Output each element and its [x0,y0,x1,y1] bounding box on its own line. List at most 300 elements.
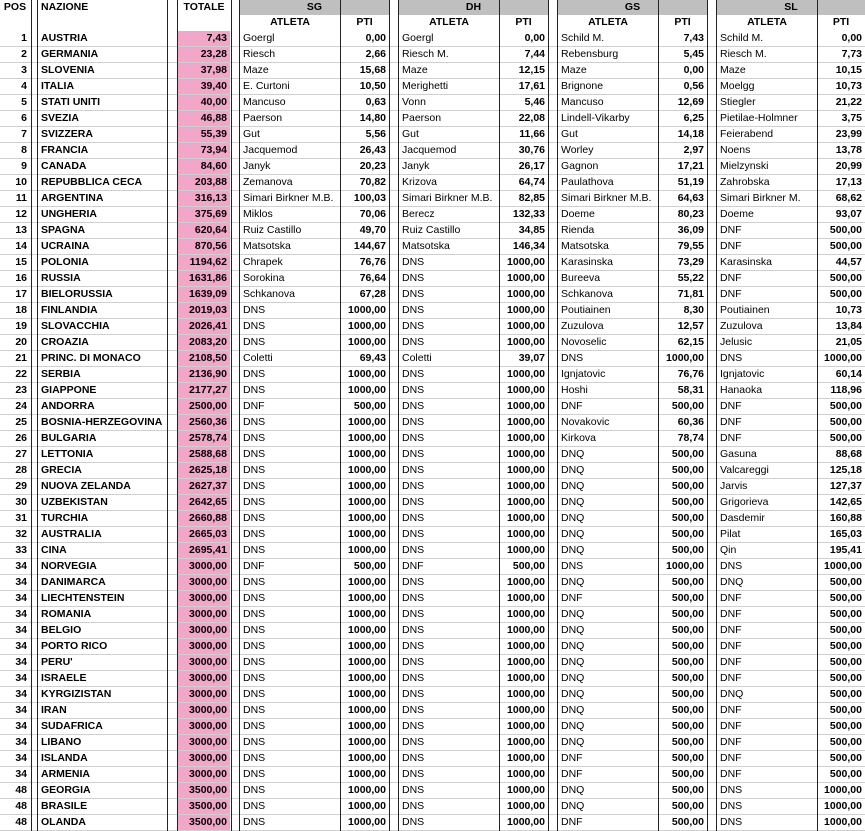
sg-athlete-cell: DNS [243,768,266,780]
sl-athlete-cell: DNF [720,432,742,444]
column-divider [37,0,38,831]
gs-athlete-cell: Hoshi [561,384,588,396]
total-cell: 3000,00 [178,687,230,703]
dh-athlete-cell: DNS [402,576,425,588]
gs-points-cell: 79,55 [677,240,704,252]
points-header: PTI [832,16,850,28]
total-cell: 39,40 [178,79,230,95]
gs-points-cell: 12,57 [677,320,704,332]
pos-cell: 20 [15,336,27,348]
nation-cell: SLOVENIA [41,64,95,76]
sg-points-cell: 1000,00 [348,384,386,396]
nation-cell: ARGENTINA [41,192,104,204]
sg-athlete-cell: DNS [243,320,266,332]
nation-cell: BULGARIA [41,432,97,444]
sl-athlete-cell: Ignjatovic [720,368,765,380]
pos-cell: 22 [15,368,27,380]
dh-points-cell: 1000,00 [507,432,545,444]
dh-points-cell: 1000,00 [507,336,545,348]
pos-cell: 9 [21,160,27,172]
column-divider [398,0,399,831]
sg-points-cell: 1000,00 [348,624,386,636]
pos-cell: 34 [15,720,27,732]
nation-cell: OLANDA [41,816,86,828]
pos-cell: 34 [15,672,27,684]
gs-athlete-cell: DNF [561,816,583,828]
sg-points-cell: 1000,00 [348,320,386,332]
sg-athlete-cell: DNS [243,624,266,636]
sl-athlete-cell: Pilat [720,528,741,540]
dh-athlete-cell: Paerson [402,112,442,124]
total-cell: 1194,62 [178,255,230,271]
nation-cell: ANDORRA [41,400,95,412]
sl-athlete-cell: DNF [720,240,742,252]
sl-points-cell: 500,00 [829,720,862,732]
gs-athlete-cell: DNS [561,560,584,572]
total-cell: 84,60 [178,159,230,175]
gs-points-cell: 8,30 [683,304,704,316]
total-cell: 40,00 [178,95,230,111]
sg-points-cell: 1000,00 [348,336,386,348]
dh-points-cell: 1000,00 [507,784,545,796]
points-header: PTI [356,16,373,28]
total-cell: 37,98 [178,63,230,79]
sg-athlete-cell: DNS [243,656,266,668]
sg-athlete-cell: Janyk [243,160,271,172]
gs-points-cell: 6,25 [683,112,704,124]
sg-athlete-cell: DNS [243,384,266,396]
dh-points-cell: 1000,00 [507,640,545,652]
total-cell: 3000,00 [178,719,230,735]
total-cell: 2108,50 [178,351,230,367]
sg-points-cell: 1000,00 [348,464,386,476]
dh-points-cell: 22,08 [518,112,545,124]
pos-cell: 34 [15,736,27,748]
dh-points-cell: 1000,00 [507,464,545,476]
gs-athlete-cell: DNQ [561,784,585,796]
gs-athlete-cell: Novakovic [561,416,610,428]
sl-points-cell: 127,37 [829,480,862,492]
sl-points-cell: 125,18 [829,464,862,476]
athlete-header: ATLETA [747,16,787,28]
sg-athlete-cell: DNS [243,704,266,716]
sg-points-cell: 1000,00 [348,816,386,828]
sg-athlete-cell: Jacquemod [243,144,298,156]
sg-athlete-cell: DNS [243,544,266,556]
sg-points-cell: 1000,00 [348,688,386,700]
sg-points-cell: 26,43 [359,144,386,156]
dh-athlete-cell: DNS [402,528,425,540]
gs-athlete-cell: Simari Birkner M.B. [561,192,652,204]
sl-athlete-cell: DNS [720,784,743,796]
sl-athlete-cell: Zuzulova [720,320,763,332]
nation-cell: ISLANDA [41,752,88,764]
total-cell: 2578,74 [178,431,230,447]
sl-points-cell: 60,14 [835,368,862,380]
column-divider [499,0,500,831]
sl-athlete-cell: DNF [720,400,742,412]
gs-athlete-cell: DNF [561,752,583,764]
total-cell: 2660,88 [178,511,230,527]
pos-cell: 13 [15,224,27,236]
gs-athlete-cell: Lindell-Vikarby [561,112,630,124]
nation-cell: LIECHTENSTEIN [41,592,125,604]
pos-cell: 34 [15,704,27,716]
gs-athlete-cell: DNF [561,768,583,780]
gs-points-cell: 500,00 [671,656,704,668]
dh-athlete-cell: DNS [402,432,425,444]
sl-athlete-cell: Dasdemir [720,512,765,524]
dh-points-cell: 1000,00 [507,448,545,460]
total-cell: 2019,03 [178,303,230,319]
pos-cell: 11 [15,192,27,204]
sl-athlete-cell: DNF [720,224,742,236]
pos-cell: 16 [15,272,27,284]
sl-athlete-cell: Noens [720,144,751,156]
sg-athlete-cell: DNS [243,640,266,652]
gs-athlete-cell: Karasinska [561,256,613,268]
sl-points-cell: 118,96 [830,384,862,396]
sg-points-cell: 1000,00 [348,656,386,668]
sg-athlete-cell: DNS [243,528,266,540]
sl-athlete-cell: Karasinska [720,256,772,268]
sl-points-cell: 500,00 [829,608,862,620]
gs-athlete-cell: DNF [561,592,583,604]
sl-athlete-cell: Qin [720,544,737,556]
sl-points-cell: 0,00 [841,32,862,44]
pos-cell: 12 [15,208,27,220]
gs-points-cell: 500,00 [671,784,704,796]
sg-athlete-cell: Sorokina [243,272,285,284]
sl-athlete-cell: Mielzynski [720,160,769,172]
column-divider [716,0,717,831]
gs-athlete-cell: DNQ [561,528,585,540]
total-cell: 2136,90 [178,367,230,383]
pos-cell: 2 [21,48,27,60]
nation-cell: BOSNIA-HERZEGOVINA [41,416,163,428]
total-cell: 3000,00 [178,607,230,623]
dh-athlete-cell: DNF [402,560,424,572]
nation-cell: GEORGIA [41,784,91,796]
pos-cell: 34 [15,640,27,652]
nation-cell: CROAZIA [41,336,89,348]
dh-points-cell: 1000,00 [507,704,545,716]
gs-points-cell: 14,18 [677,128,704,140]
nation-cell: UZBEKISTAN [41,496,108,508]
sl-athlete-cell: DNF [720,704,742,716]
dh-athlete-cell: DNS [402,368,425,380]
sl-athlete-cell: Jarvis [720,480,748,492]
sg-athlete-cell: Goergl [243,32,275,44]
sg-points-cell: 0,63 [365,96,386,108]
nation-cell: RUSSIA [41,272,81,284]
sg-points-cell: 14,80 [359,112,386,124]
gs-athlete-cell: Zuzulova [561,320,604,332]
dh-points-cell: 1000,00 [507,672,545,684]
sg-points-cell: 144,67 [353,240,386,252]
sl-points-cell: 13,78 [835,144,862,156]
dh-athlete-cell: DNS [402,512,425,524]
pos-cell: 30 [15,496,27,508]
total-cell: 375,69 [178,207,230,223]
total-cell: 1639,09 [178,287,230,303]
column-divider [231,0,232,831]
sg-points-cell: 100,03 [353,192,386,204]
dh-athlete-cell: Matsotska [402,240,450,252]
nation-cell: ISRAELE [41,672,87,684]
dh-points-cell: 1000,00 [507,272,545,284]
nation-cell: SERBIA [41,368,81,380]
sg-athlete-cell: DNF [243,560,265,572]
dh-athlete-cell: DNS [402,496,425,508]
sg-points-cell: 1000,00 [348,544,386,556]
dh-athlete-cell: Coletti [402,352,432,364]
pos-cell: 4 [21,80,27,92]
dh-athlete-cell: DNS [402,272,425,284]
total-cell: 3000,00 [178,591,230,607]
dh-athlete-cell: Berecz [402,208,435,220]
points-header: PTI [674,16,691,28]
dh-athlete-cell: DNS [402,704,425,716]
dh-athlete-cell: Vonn [402,96,426,108]
section-title-gs: GS [558,0,707,15]
total-cell: 3500,00 [178,799,230,815]
dh-athlete-cell: DNS [402,624,425,636]
dh-athlete-cell: DNS [402,688,425,700]
total-cell: 2695,41 [178,543,230,559]
dh-points-cell: 1000,00 [507,528,545,540]
dh-athlete-cell: Janyk [402,160,430,172]
sl-athlete-cell: Gasuna [720,448,757,460]
gs-points-cell: 500,00 [671,736,704,748]
total-cell: 2642,65 [178,495,230,511]
column-divider [817,0,818,831]
sg-points-cell: 76,76 [359,256,386,268]
dh-points-cell: 1000,00 [507,720,545,732]
dh-athlete-cell: DNS [402,768,425,780]
nation-cell: GIAPPONE [41,384,97,396]
nation-cell: LETTONIA [41,448,94,460]
sg-athlete-cell: Mancuso [243,96,286,108]
sg-points-cell: 1000,00 [348,784,386,796]
sl-athlete-cell: DNF [720,608,742,620]
sl-athlete-cell: Feierabend [720,128,774,140]
nation-cell: SLOVACCHIA [41,320,110,332]
dh-points-cell: 1000,00 [507,544,545,556]
sg-points-cell: 10,50 [359,80,386,92]
sl-points-cell: 500,00 [829,272,862,284]
nation-cell: ITALIA [41,80,75,92]
gs-athlete-cell: DNQ [561,624,585,636]
gs-points-cell: 0,00 [683,64,704,76]
dh-athlete-cell: DNS [402,320,425,332]
nation-cell: STATI UNITI [41,96,101,108]
sl-points-cell: 500,00 [829,752,862,764]
nation-cell: CINA [41,544,67,556]
nation-cell: POLONIA [41,256,89,268]
sl-athlete-cell: Pietilae-Holmner [720,112,798,124]
sg-athlete-cell: DNS [243,752,266,764]
gs-athlete-cell: DNQ [561,720,585,732]
pos-cell: 14 [15,240,27,252]
sl-athlete-cell: Riesch M. [720,48,767,60]
dh-points-cell: 1000,00 [507,256,545,268]
dh-points-cell: 12,15 [518,64,545,76]
athlete-header: ATLETA [270,16,310,28]
gs-athlete-cell: Gut [561,128,578,140]
pos-cell: 23 [15,384,27,396]
column-divider [389,0,390,831]
dh-points-cell: 1000,00 [507,656,545,668]
sl-points-cell: 500,00 [829,432,862,444]
nation-header: NAZIONE [41,1,89,13]
total-cell: 3000,00 [178,671,230,687]
gs-athlete-cell: DNQ [561,544,585,556]
sl-points-cell: 160,88 [829,512,862,524]
gs-points-cell: 500,00 [671,624,704,636]
pos-header: POS [3,1,27,13]
sl-points-cell: 1000,00 [824,816,862,828]
dh-points-cell: 1000,00 [507,576,545,588]
gs-points-cell: 7,43 [683,32,704,44]
sl-points-cell: 500,00 [829,240,862,252]
gs-athlete-cell: Poutiainen [561,304,611,316]
sg-athlete-cell: DNS [243,448,266,460]
sl-athlete-cell: Moelgg [720,80,755,92]
total-cell: 870,56 [178,239,230,255]
sl-athlete-cell: DNF [720,768,742,780]
gs-athlete-cell: Schild M. [561,32,605,44]
dh-athlete-cell: DNS [402,720,425,732]
sl-athlete-cell: DNS [720,352,743,364]
gs-athlete-cell: DNQ [561,448,585,460]
sl-points-cell: 500,00 [829,224,862,236]
total-cell: 3000,00 [178,703,230,719]
dh-athlete-cell: DNS [402,448,425,460]
sl-athlete-cell: DNF [720,272,742,284]
total-cell: 2560,36 [178,415,230,431]
dh-points-cell: 64,74 [518,176,545,188]
sl-points-cell: 13,84 [835,320,862,332]
gs-points-cell: 500,00 [671,608,704,620]
sl-points-cell: 10,73 [835,304,862,316]
sl-athlete-cell: DNF [720,624,742,636]
sl-athlete-cell: DNF [720,672,742,684]
nation-cell: NUOVA ZELANDA [41,480,131,492]
pos-cell: 28 [15,464,27,476]
gs-athlete-cell: DNS [561,352,584,364]
pos-cell: 8 [21,144,27,156]
sg-points-cell: 500,00 [353,560,386,572]
sg-points-cell: 1000,00 [348,304,386,316]
gs-athlete-cell: Kirkova [561,432,597,444]
dh-points-cell: 7,44 [524,48,545,60]
sl-points-cell: 1000,00 [824,560,862,572]
nation-cell: PERU' [41,656,73,668]
sl-points-cell: 10,15 [835,64,862,76]
sl-athlete-cell: Grigorieva [720,496,769,508]
sl-points-cell: 23,99 [835,128,862,140]
sl-athlete-cell: DNF [720,416,742,428]
dh-athlete-cell: Simari Birkner M.B. [402,192,493,204]
gs-points-cell: 62,15 [677,336,704,348]
sg-athlete-cell: E. Curtoni [243,80,290,92]
gs-points-cell: 500,00 [671,816,704,828]
sl-athlete-cell: Poutiainen [720,304,770,316]
gs-athlete-cell: DNQ [561,736,585,748]
gs-athlete-cell: Schkanova [561,288,613,300]
pos-cell: 19 [15,320,27,332]
sg-points-cell: 49,70 [359,224,386,236]
gs-athlete-cell: Mancuso [561,96,604,108]
dh-points-cell: 17,61 [518,80,545,92]
athlete-header: ATLETA [588,16,628,28]
gs-points-cell: 500,00 [671,672,704,684]
gs-points-cell: 500,00 [671,448,704,460]
nation-cell: UCRAINA [41,240,90,252]
sl-points-cell: 500,00 [829,640,862,652]
sl-points-cell: 500,00 [829,400,862,412]
sl-points-cell: 1000,00 [824,800,862,812]
sl-points-cell: 93,07 [835,208,862,220]
sg-points-cell: 1000,00 [348,416,386,428]
dh-points-cell: 1000,00 [507,512,545,524]
sl-athlete-cell: DNS [720,816,743,828]
dh-athlete-cell: Goergl [402,32,434,44]
pos-cell: 34 [15,624,27,636]
sl-points-cell: 88,68 [835,448,862,460]
gs-points-cell: 2,97 [683,144,704,156]
points-header: PTI [515,16,532,28]
total-cell: 3000,00 [178,639,230,655]
sl-athlete-cell: DNF [720,656,742,668]
total-cell: 23,28 [178,47,230,63]
sl-athlete-cell: DNQ [720,688,744,700]
gs-points-cell: 500,00 [671,752,704,764]
sg-athlete-cell: DNS [243,512,266,524]
dh-points-cell: 26,17 [518,160,545,172]
sl-athlete-cell: DNS [720,800,743,812]
pos-cell: 18 [15,304,27,316]
pos-cell: 34 [15,608,27,620]
section-title-dh: DH [399,0,548,15]
pos-cell: 7 [21,128,27,140]
dh-athlete-cell: DNS [402,592,425,604]
dh-athlete-cell: DNS [402,480,425,492]
nation-cell: AUSTRALIA [41,528,102,540]
sl-points-cell: 500,00 [829,672,862,684]
total-cell: 3500,00 [178,783,230,799]
pos-cell: 34 [15,592,27,604]
sl-points-cell: 500,00 [829,704,862,716]
gs-points-cell: 500,00 [671,544,704,556]
sg-points-cell: 1000,00 [348,768,386,780]
gs-athlete-cell: DNQ [561,640,585,652]
dh-points-cell: 34,85 [518,224,545,236]
nation-cell: TURCHIA [41,512,89,524]
sg-athlete-cell: Miklos [243,208,273,220]
pos-cell: 31 [15,512,27,524]
pos-cell: 25 [15,416,27,428]
nation-cell: SVEZIA [41,112,79,124]
dh-athlete-cell: Merighetti [402,80,449,92]
pos-cell: 34 [15,656,27,668]
dh-athlete-cell: DNS [402,544,425,556]
sg-points-cell: 1000,00 [348,800,386,812]
dh-points-cell: 11,66 [519,128,545,140]
nation-cell: FRANCIA [41,144,89,156]
column-divider [31,0,32,831]
